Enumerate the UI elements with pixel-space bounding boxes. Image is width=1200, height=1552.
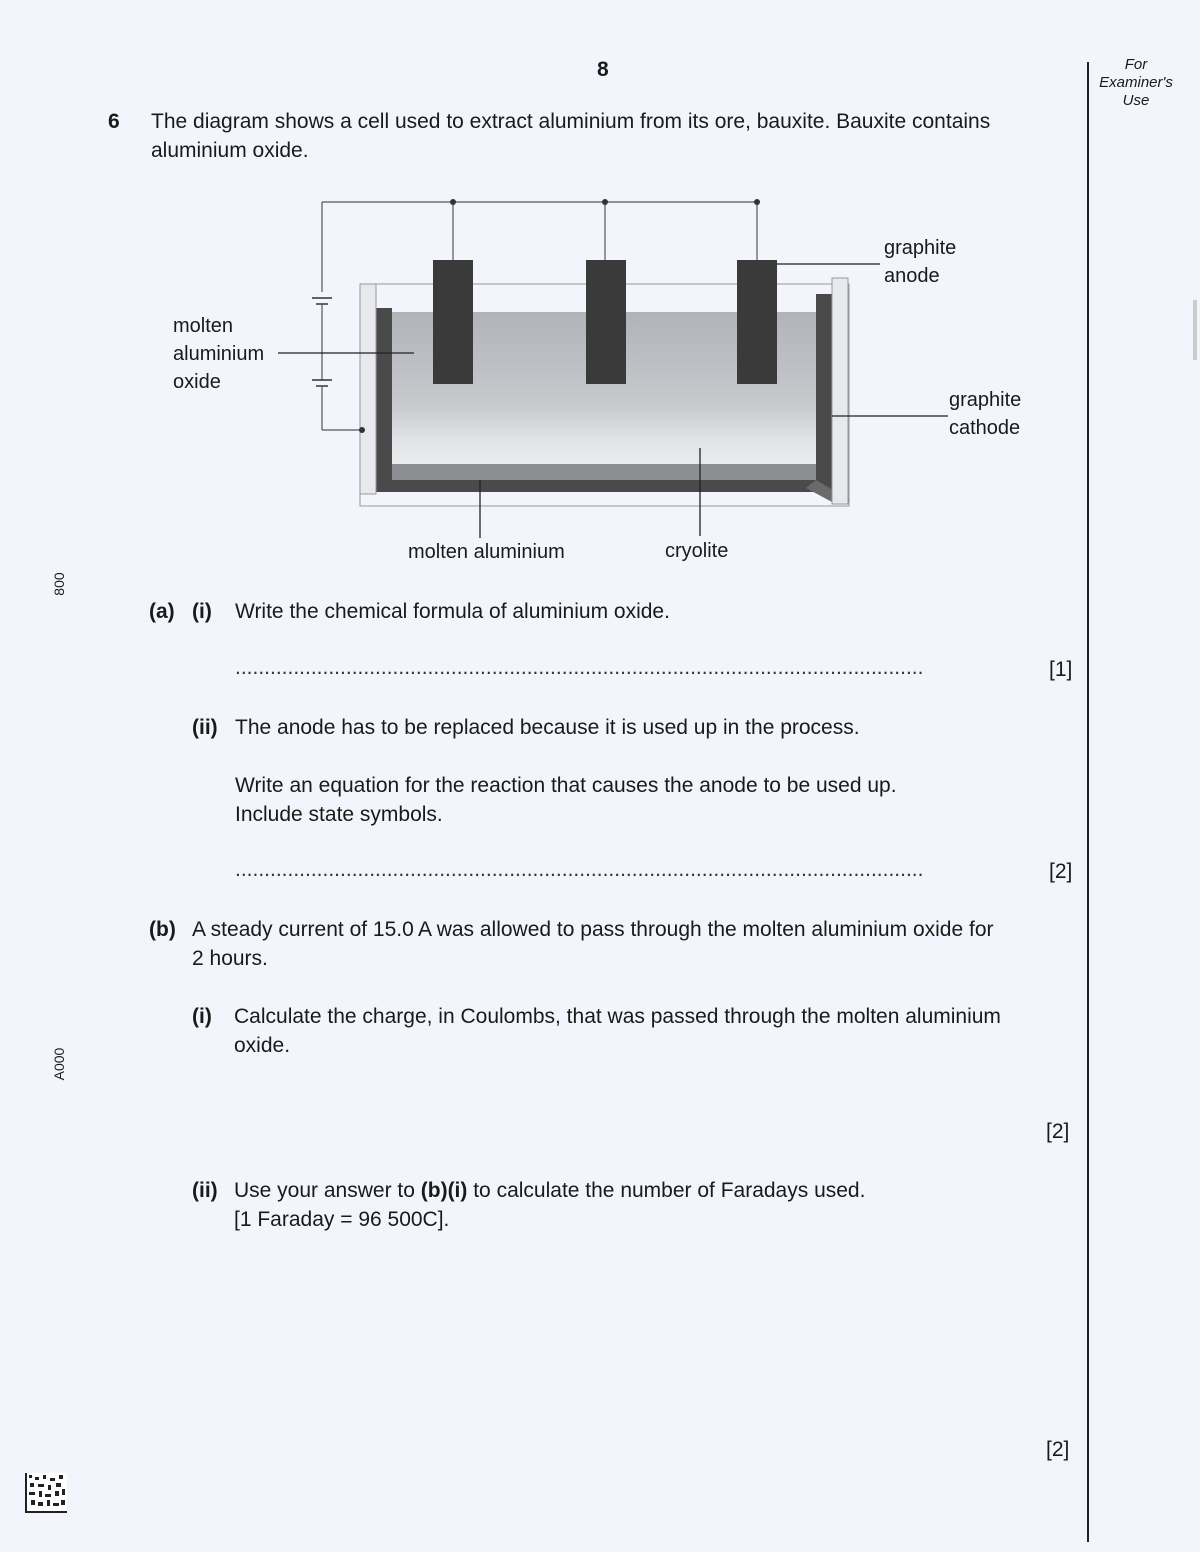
- insulation-left: [360, 284, 376, 494]
- molten-aluminium-layer: [392, 464, 816, 482]
- label-line: anode: [884, 265, 940, 287]
- question-intro-line: The diagram shows a cell used to extract aluminium from its ore, bauxite. Bauxite contains: [151, 110, 991, 133]
- label-line: oxide: [173, 371, 221, 393]
- part-a-ii-question: The anode has to be replaced because it is used up in the process.: [235, 716, 860, 739]
- wire-junction: [602, 199, 608, 205]
- data-matrix-code: [25, 1473, 67, 1513]
- label-cryolite: cryolite: [665, 540, 729, 562]
- examiner-note-line: Use: [1122, 92, 1150, 109]
- answer-line-a-ii[interactable]: ......................................................................................................................: [235, 858, 924, 881]
- question-intro-line: aluminium oxide.: [151, 139, 309, 162]
- label-graphite-cathode: [949, 386, 1021, 442]
- tank-floor: [376, 480, 832, 492]
- insulation-right: [832, 278, 848, 504]
- examiner-margin-rule: [1087, 62, 1089, 1542]
- part-b-stem: 2 hours.: [192, 947, 268, 970]
- examiner-use-note: [1092, 56, 1180, 110]
- wire-junction: [450, 199, 456, 205]
- anode-block: [586, 260, 626, 384]
- label-line: molten: [173, 315, 234, 337]
- part-b-ii-label: (ii): [192, 1179, 218, 1202]
- part-a-ii-label: (ii): [192, 716, 218, 739]
- part-b-stem: A steady current of 15.0 A was allowed to pass through the molten aluminium oxide for: [192, 918, 994, 941]
- part-a-i-label: (i): [192, 600, 212, 623]
- part-b-ii-question: [234, 1176, 865, 1205]
- graphite-cathode-wall: [816, 294, 832, 490]
- question-reference: (b)(i): [420, 1179, 468, 1202]
- marks-a-i: [1]: [1049, 658, 1073, 681]
- label-molten-aluminium: molten aluminium: [408, 541, 565, 563]
- question-number: 6: [108, 110, 120, 133]
- margin-code-top: 800: [51, 572, 67, 596]
- label-graphite-anode: [884, 234, 956, 290]
- marks-b-i: [2]: [1046, 1120, 1070, 1143]
- label-line: graphite: [949, 389, 1022, 411]
- wire-junction: [359, 427, 365, 433]
- part-b-label: (b): [149, 918, 176, 941]
- part-b-i-question: Calculate the charge, in Coulombs, that was passed through the molten aluminium: [234, 1005, 1001, 1028]
- question-text: Use your answer to: [234, 1179, 421, 1202]
- page-edge-mark: [1193, 300, 1197, 360]
- question-text: to calculate the number of Faradays used.: [467, 1179, 866, 1202]
- part-b-i-label: (i): [192, 1005, 212, 1028]
- part-b-i-question: oxide.: [234, 1034, 291, 1057]
- tank-wall-left: [376, 308, 392, 490]
- label-line: cathode: [949, 417, 1021, 439]
- marks-b-ii: [2]: [1046, 1438, 1070, 1461]
- examiner-note-line: Examiner's: [1099, 74, 1173, 91]
- part-a-ii-instruction: Write an equation for the reaction that causes the anode to be used up.: [235, 774, 897, 797]
- part-a-i-question: Write the chemical formula of aluminium oxide.: [235, 600, 670, 623]
- examiner-note-line: For: [1124, 56, 1148, 73]
- wire-junction: [754, 199, 760, 205]
- label-line: graphite: [884, 237, 957, 259]
- anode-block: [433, 260, 473, 384]
- faraday-constant: [1 Faraday = 96 500C].: [234, 1208, 450, 1231]
- page-number: 8: [597, 58, 609, 81]
- label-molten-aluminium-oxide: [173, 312, 264, 396]
- anode-block: [737, 260, 777, 384]
- label-line: aluminium: [173, 343, 265, 365]
- margin-code-bottom: A000: [51, 1047, 67, 1081]
- part-a-ii-instruction: Include state symbols.: [235, 803, 443, 826]
- answer-line-a-i[interactable]: ......................................................................................................................: [235, 656, 924, 679]
- part-a-label: (a): [149, 600, 175, 623]
- marks-a-ii: [2]: [1049, 860, 1073, 883]
